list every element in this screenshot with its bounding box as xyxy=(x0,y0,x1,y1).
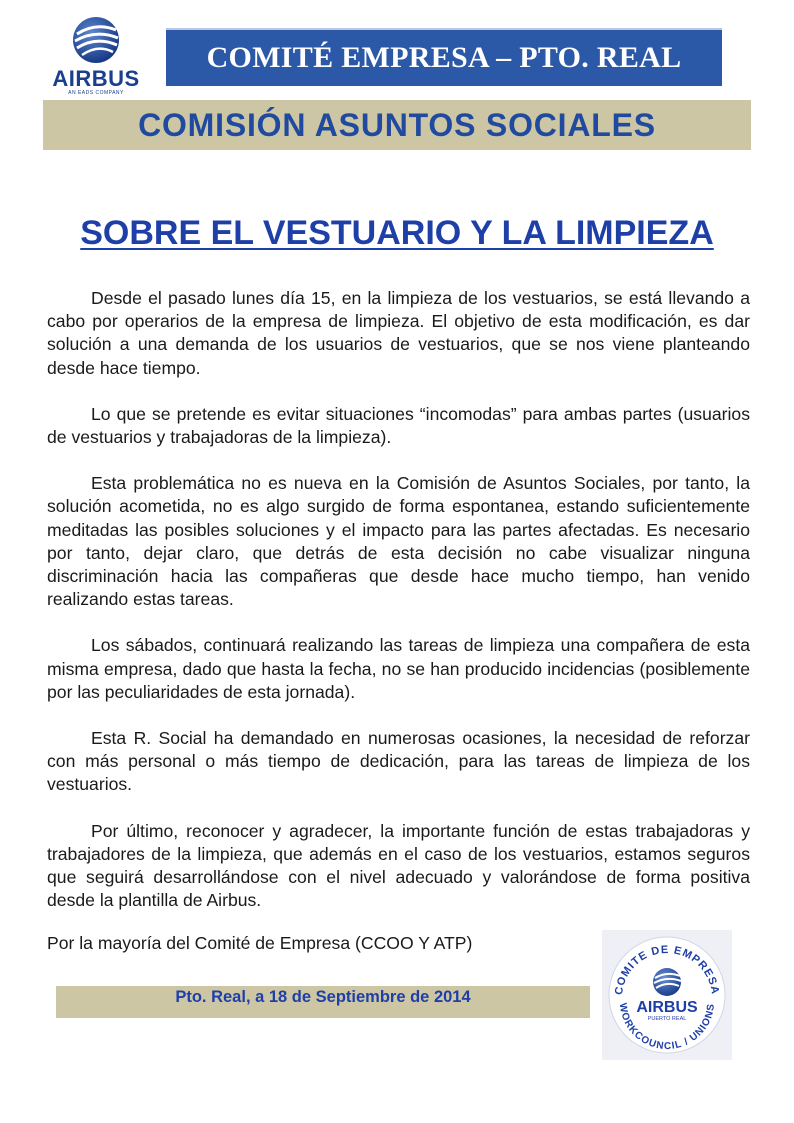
paragraph-6: Por último, reconocer y agradecer, la importante función de estas trabajadoras y trabajadores de la limpieza, que además en el caso de los vestuarios, estamos seguros que seguirá desarrollándose con el nivel adecuado y valorándose de forma positiva desde la plantilla de Airbus. xyxy=(47,820,750,911)
airbus-logo xyxy=(50,14,146,98)
logo-tagline: AN EADS COMPANY xyxy=(68,90,124,96)
seal-top-text: COMITE DE EMPRESA xyxy=(612,943,722,996)
seal-bottom-text: WORKCOUNCIL / UNIONS xyxy=(616,1002,718,1053)
paragraph-3: Esta problemática no es nueva en la Comisión de Asuntos Sociales, por tanto, la solución acometida, no es algo surgido de forma espontanea, estando suficientemente meditadas las posibles soluciones y el impacto para las partes afectadas. Es necesario por tanto, dejar claro, que detrás de esta decisión no cabe visualizar ninguna discriminación hacia las compañeras que desde hace mucho tiempo, han venido realizando estas tareas. xyxy=(47,473,750,610)
paragraph-1: Desde el pasado lunes día 15, en la limpieza de los vestuarios, se está llevando a cabo por operarios de la empresa de limpieza. El objetivo de esta modificación, es dar solución a una demanda de los usuarios de vestuarios, que se nos viene planteando desde hace tiempo. xyxy=(47,288,750,378)
seal-icon xyxy=(602,930,732,1060)
document-body xyxy=(47,287,750,935)
paragraph-2: Lo que se pretende es evitar situaciones “incomodas” para ambas partes (usuarios de vestuarios y trabajadoras de la limpieza). xyxy=(47,403,750,448)
committee-seal xyxy=(602,930,732,1060)
signature-line: Por la mayoría del Comité de Empresa (CCOO Y ATP) xyxy=(47,933,473,953)
airbus-globe-icon xyxy=(50,14,142,66)
document-title: SOBRE EL VESTUARIO Y LA LIMPIEZA xyxy=(80,214,714,252)
commission-banner: COMISIÓN ASUNTOS SOCIALES xyxy=(43,100,751,150)
committee-banner: COMITÉ EMPRESA – PTO. REAL xyxy=(166,28,722,86)
paragraph-4: Los sábados, continuará realizando las tareas de limpieza una compañera de esta misma empresa, dado que hasta la fecha, no se han producido incidencias (posiblemente por las peculiaridades de esta jornada). xyxy=(47,635,750,702)
logo-wordmark: AIRBUS xyxy=(52,66,140,91)
date-banner xyxy=(56,986,590,1018)
paragraph-5: Esta R. Social ha demandado en numerosas ocasiones, la necesidad de reforzar con más personal o más tiempo de dedicación, para las tareas de limpieza de los vestuarios. xyxy=(47,728,750,795)
seal-center-subtext: PUERTO REAL xyxy=(647,1016,687,1022)
date-text: Pto. Real, a 18 de Septiembre de 2014 xyxy=(175,988,471,1006)
seal-center-text: AIRBUS xyxy=(636,999,698,1016)
